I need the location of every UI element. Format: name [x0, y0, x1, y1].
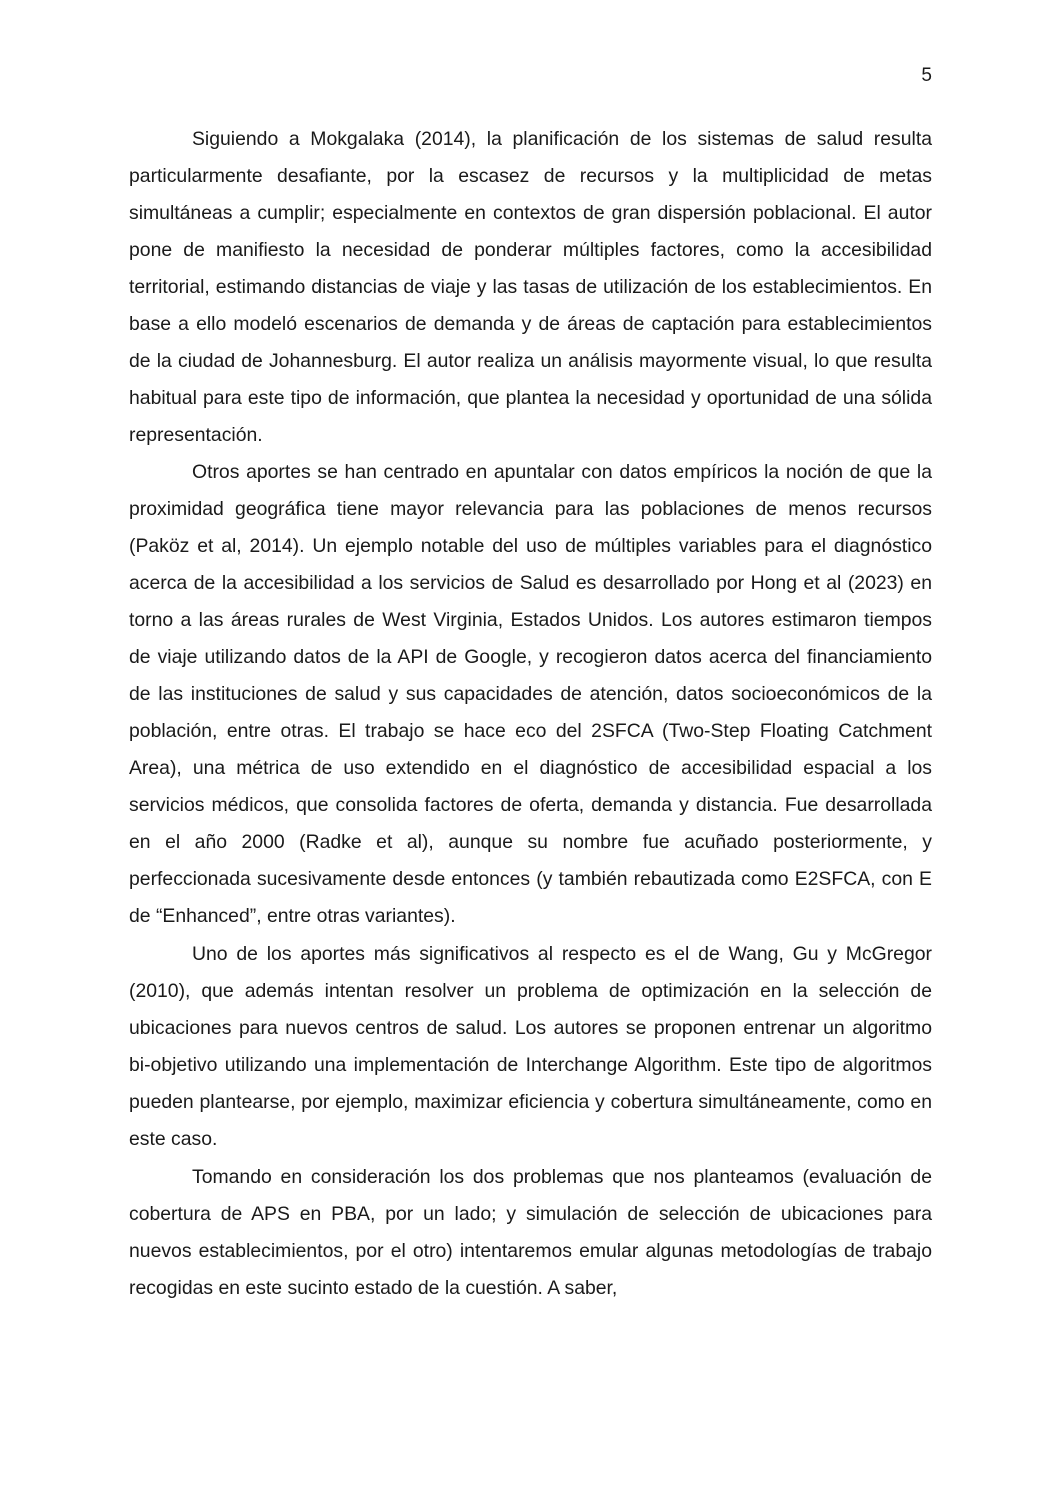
paragraph-mokgalaka: Siguiendo a Mokgalaka (2014), la planificación de los sistemas de salud resulta particularmente desafiante, por la escasez de recursos y la multiplicidad de metas simultáneas a cumplir; especialmente en contextos de gran dispersión poblacional. El autor pone de manifiesto la necesidad de ponderar múltiples factores, como la accesibilidad territorial, estimando distancias de viaje y las tasas de utilización de los establecimientos. En base a ello modeló escenarios de demanda y de áreas de captación para establecimientos de la ciudad de Johannesburg. El autor realiza un análisis mayormente visual, lo que resulta habitual para este tipo de información, que plantea la necesidad y oportunidad de una sólida representación.: [129, 128, 932, 446]
paragraph-tomando-en-consideracion: Tomando en consideración los dos problemas que nos planteamos (evaluación de cobertura de APS en PBA, por un lado; y simulación de selección de ubicaciones para nuevos establecimientos, por el otro) intentaremos emular algunas metodologías de trabajo recogidas en este sucinto estado de la cuestión. A saber,: [129, 1166, 932, 1299]
page-number: 5: [921, 65, 932, 86]
paragraph-otros-aportes: Otros aportes se han centrado en apuntalar con datos empíricos la noción de que la proximidad geográfica tiene mayor relevancia para las poblaciones de menos recursos (Paköz et al, 2014). Un ejemplo notable del uso de múltiples variables para el diagnóstico acerca de la accesibilidad a los servicios de Salud es desarrollado por Hong et al (2023) en torno a las áreas rurales de West Virginia, Estados Unidos. Los autores estimaron tiempos de viaje utilizando datos de la API de Google, y recogieron datos acerca del financiamiento de las instituciones de salud y sus capacidades de atención, datos socioeconómicos de la población, entre otras. El trabajo se hace eco del 2SFCA (Two-Step Floating Catchment Area), una métrica de uso extendido en el diagnóstico de accesibilidad espacial a los servicios médicos, que consolida factores de oferta, demanda y distancia. Fue desarrollada en el año 2000 (Radke et al), aunque su nombre fue acuñado posteriormente, y perfeccionada sucesivamente desde entonces (y también rebautizada como E2SFCA, con E de “Enhanced”, entre otras variantes).: [129, 461, 932, 927]
paragraph-wang-gu-mcgregor: Uno de los aportes más significativos al respecto es el de Wang, Gu y McGregor (2010), que además intentan resolver un problema de optimización en la selección de ubicaciones para nuevos centros de salud. Los autores se proponen entrenar un algoritmo bi-objetivo utilizando una implementación de Interchange Algorithm. Este tipo de algoritmos pueden plantearse, por ejemplo, maximizar eficiencia y cobertura simultáneamente, como en este caso.: [129, 943, 932, 1150]
body-text: [129, 121, 932, 1307]
